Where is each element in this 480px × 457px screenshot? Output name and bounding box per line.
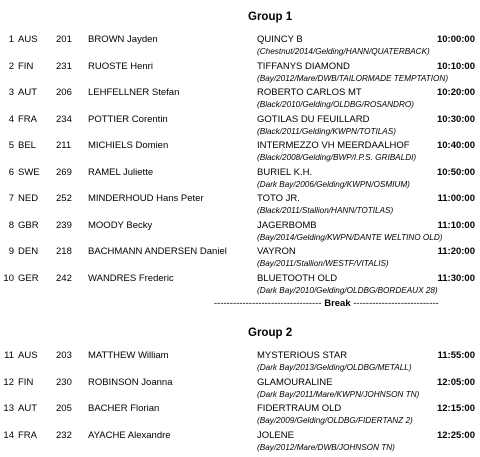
rider-name: RUOSTE Henri [88,60,153,72]
horse-name: GOTILAS DU FEUILLARD [257,113,370,125]
nation-code: FRA [18,113,37,125]
draw-number: 9 [8,246,14,257]
start-list-row [0,376,480,404]
bib-number: 201 [56,34,72,45]
start-list-row [0,113,480,141]
nation-code: AUS [18,34,38,45]
draw-number: 11 [4,350,14,361]
start-time: 11:55:00 [437,350,475,361]
horse-details: (Bay/2014/Gelding/KWPN/DANTE WELTINO OLD) [257,232,443,242]
horse-name: JOLENE [257,429,294,441]
horse-name: TOTO JR. [257,193,300,204]
start-time: 10:20:00 [436,87,475,98]
start-time: 11:30:00 [437,272,475,284]
bib-number: 234 [56,113,72,125]
start-list-row [0,429,480,457]
start-time: 10:00:00 [436,34,475,45]
horse-name: QUINCY B [257,34,303,45]
group-1-title: Group 1 [248,11,293,23]
start-time: 10:30:00 [436,113,475,125]
horse-details: (Dark Bay/2006/Gelding/KWPN/OSMIUM) [257,179,410,189]
start-time: 12:05:00 [436,376,475,388]
bib-number: 230 [56,376,72,388]
horse-details: (Black/2010/Gelding/OLDBG/ROSANDRO) [257,100,414,109]
horse-details: (Black/2008/Gelding/BWP/I.P.S. GRIBALDI) [257,153,417,162]
bib-number: 211 [56,140,72,151]
nation-code: BEL [18,140,36,151]
nation-code: GER [18,272,39,284]
start-time: 11:10:00 [437,219,475,231]
draw-number: 10 [3,272,14,284]
rider-name: MINDERHOUD Hans Peter [88,193,204,204]
rider-name: LEHFELLNER Stefan [88,87,180,98]
rider-name: MATTHEW William [88,350,169,361]
start-list-row [0,33,480,61]
bib-number: 205 [56,403,72,414]
start-time: 12:25:00 [436,429,475,441]
horse-name: BURIEL K.H. [257,166,313,178]
draw-number: 6 [8,166,14,178]
start-time: 10:10:00 [436,60,475,72]
start-list-row [0,245,480,273]
draw-number: 14 [3,429,14,441]
draw-number: 4 [8,113,14,125]
nation-code: SWE [18,166,40,178]
bib-number: 206 [56,87,72,98]
rider-name: BACHMANN ANDERSEN Daniel [88,246,227,257]
start-list-row [0,86,480,114]
nation-code: AUT [18,87,37,98]
horse-name: JAGERBOMB [257,219,317,231]
horse-details: (Bay/2011/Stallion/WESTF/VITALIS) [257,259,389,268]
bib-number: 232 [56,429,72,441]
rider-name: ROBINSON Joanna [88,376,173,388]
rider-name: POTTIER Corentin [88,113,168,125]
horse-details: (Dark Bay/2011/Mare/KWPN/JOHNSON TN) [257,389,420,399]
start-time: 12:15:00 [436,403,475,414]
draw-number: 8 [8,219,14,231]
rider-name: AYACHE Alexandre [88,429,171,441]
horse-name: BLUETOOTH OLD [257,272,338,284]
horse-details: (Black/2011/Stallion/HANN/TOTILAS) [257,206,394,215]
horse-name: TIFFANYS DIAMOND [257,60,350,72]
draw-number: 1 [8,34,14,45]
bib-number: 218 [56,246,72,257]
start-list-row [0,60,480,88]
nation-code: FRA [18,429,37,441]
horse-details: (Dark Bay/2013/Gelding/OLDBG/METALL) [257,363,412,372]
horse-details: (Chestnut/2014/Gelding/HANN/QUATERBACK) [257,47,430,56]
bib-number: 231 [56,60,72,72]
nation-code: FIN [18,376,34,388]
break-dashes-left: ---------------------------------- [214,298,322,309]
draw-number: 12 [3,376,14,388]
bib-number: 269 [56,166,72,178]
rider-name: BROWN Jayden [88,34,158,45]
break-label: Break [324,298,351,309]
break-dashes-right: --------------------------- [353,298,439,309]
rider-name: BACHER Florian [88,403,160,414]
nation-code: AUS [18,350,38,361]
horse-details: (Bay/2012/Mare/DWB/JOHNSON TN) [257,442,395,452]
rider-name: RAMEL Juliette [88,166,154,178]
horse-name: FIDERTRAUM OLD [257,403,342,414]
start-list-row [0,192,480,220]
start-list-row [0,272,480,300]
bib-number: 252 [56,193,72,204]
start-list-row [0,402,480,430]
horse-name: VAYRON [257,246,296,257]
horse-details: (Black/2011/Gelding/KWPN/TOTILAS) [257,126,396,136]
draw-number: 3 [8,87,14,98]
horse-name: GLAMOURALINE [257,376,333,388]
horse-details: (Bay/2009/Gelding/OLDBG/FIDERTANZ 2) [257,416,413,425]
start-list-row [0,166,480,194]
group-2-title: Group 2 [248,327,293,339]
horse-name: MYSTERIOUS STAR [257,350,348,361]
start-time: 11:20:00 [437,246,475,257]
horse-details: (Bay/2012/Mare/DWB/TAILORMADE TEMPTATION) [257,73,449,83]
start-list-row [0,219,480,247]
draw-number: 5 [8,140,14,151]
start-time: 10:40:00 [436,140,475,151]
horse-details: (Dark Bay/2010/Gelding/OLDBG/BORDEAUX 28) [257,285,438,295]
nation-code: DEN [18,246,39,257]
rider-name: MICHIELS Domien [88,140,169,151]
rider-name: MOODY Becky [88,219,153,231]
nation-code: GBR [18,219,39,231]
nation-code: NED [18,193,39,204]
horse-name: INTERMEZZO VH MEERDAALHOF [257,140,410,151]
start-time: 11:00:00 [437,193,475,204]
nation-code: FIN [18,60,34,72]
start-list-row [0,349,480,377]
break-separator [214,298,480,309]
bib-number: 242 [56,272,72,284]
bib-number: 203 [56,350,72,361]
draw-number: 7 [8,193,14,204]
start-time: 10:50:00 [436,166,475,178]
horse-name: ROBERTO CARLOS MT [257,87,362,98]
rider-name: WANDRES Frederic [88,272,174,284]
draw-number: 13 [3,403,14,414]
bib-number: 239 [56,219,72,231]
draw-number: 2 [8,60,14,72]
start-list-row [0,139,480,167]
nation-code: AUT [18,403,37,414]
